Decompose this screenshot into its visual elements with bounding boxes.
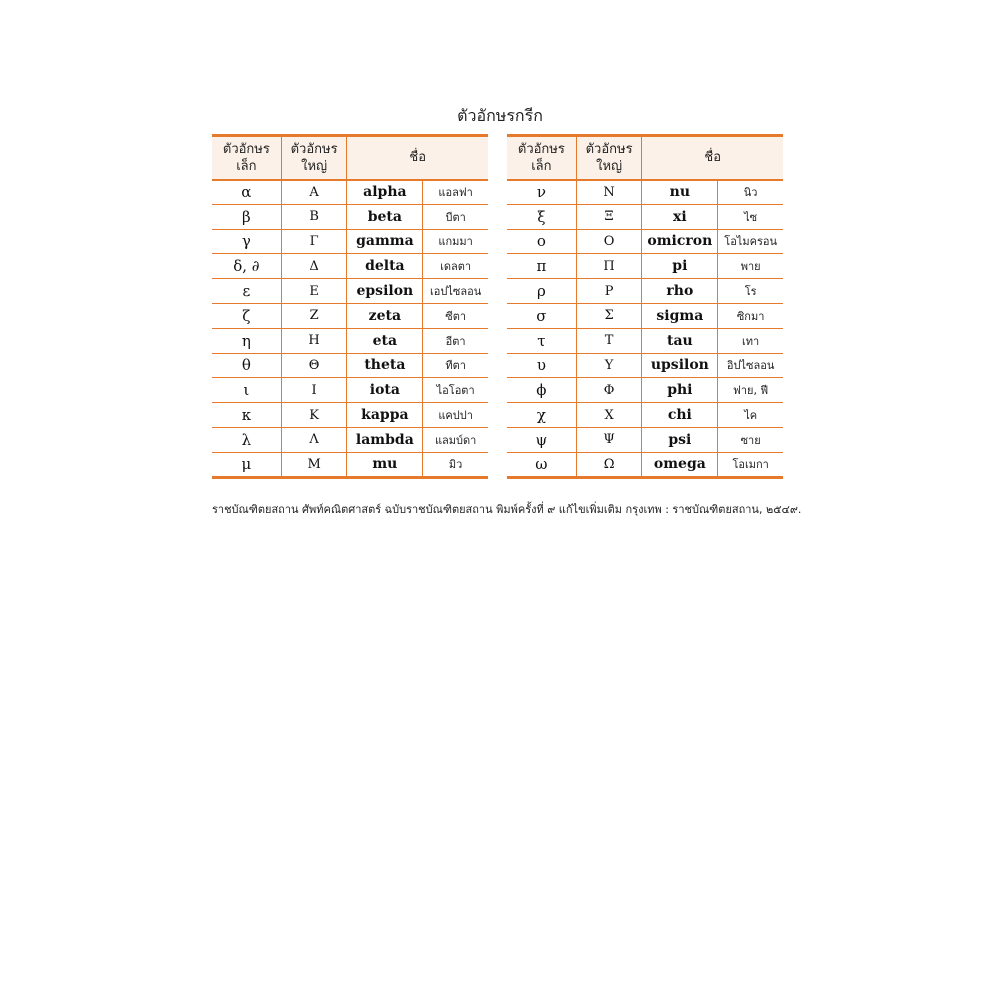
english-name-cell: theta [347,353,423,378]
english-name-cell: xi [642,204,718,229]
thai-name-cell: ไซ [718,204,783,229]
thai-name-cell: เอปไซลอน [423,279,488,304]
table-row [212,279,488,304]
english-name-cell: nu [642,180,718,205]
capital-letter-cell: Ξ [576,204,642,229]
table-row [507,229,783,254]
table-row [212,229,488,254]
english-name-cell: tau [642,328,718,353]
table-row [507,427,783,452]
small-letter-cell: γ [212,229,281,254]
small-letter-cell: χ [507,403,576,428]
capital-letter-cell: Χ [576,403,642,428]
table-row [212,254,488,279]
thai-name-cell: ไค [718,403,783,428]
table-row [507,279,783,304]
english-name-cell: upsilon [642,353,718,378]
thai-name-cell: ไอโอตา [423,378,488,403]
thai-name-cell: โร [718,279,783,304]
capital-letter-cell: Κ [281,403,347,428]
english-name-cell: mu [347,452,423,477]
small-letter-cell: ν [507,180,576,205]
english-name-cell: lambda [347,427,423,452]
small-letter-cell: ι [212,378,281,403]
thai-name-cell: แกมมา [423,229,488,254]
capital-letter-cell: Θ [281,353,347,378]
small-letter-cell: σ [507,303,576,328]
small-letter-cell: ζ [212,303,281,328]
capital-letter-cell: Ρ [576,279,642,304]
small-letter-cell: ψ [507,427,576,452]
english-name-cell: chi [642,403,718,428]
capital-letter-cell: Α [281,180,347,205]
header-name: ชื่อ [347,136,488,180]
capital-letter-cell: Φ [576,378,642,403]
source-citation: ราชบัณฑิตยสถาน ศัพท์คณิตศาสตร์ ฉบับราชบัณฑิตยสถาน พิมพ์ครั้งที่ ๙ แก้ไขเพิ่มเติม กรุงเทพ : ราชบัณฑิตยสถาน, ๒๕๔๙. [212,503,802,516]
thai-name-cell: อิปไซลอน [718,353,783,378]
english-name-cell: rho [642,279,718,304]
english-name-cell: gamma [347,229,423,254]
small-letter-cell: ϕ [507,378,576,403]
header-small-letter [507,136,576,180]
small-letter-cell: λ [212,427,281,452]
thai-name-cell: ซีตา [423,303,488,328]
header-capital-line2: ใหญ่ [596,158,623,174]
thai-name-cell: ทีตา [423,353,488,378]
capital-letter-cell: Ψ [576,427,642,452]
small-letter-cell: κ [212,403,281,428]
english-name-cell: eta [347,328,423,353]
english-name-cell: sigma [642,303,718,328]
capital-letter-cell: Τ [576,328,642,353]
english-name-cell: epsilon [347,279,423,304]
thai-name-cell: พาย [718,254,783,279]
thai-name-cell: เดลตา [423,254,488,279]
capital-letter-cell: Λ [281,427,347,452]
page-title: ตัวอักษรกรีก [457,106,543,125]
capital-letter-cell: Π [576,254,642,279]
small-letter-cell: τ [507,328,576,353]
english-name-cell: psi [642,427,718,452]
thai-name-cell: ซิกมา [718,303,783,328]
thai-name-cell: ซาย [718,427,783,452]
english-name-cell: iota [347,378,423,403]
small-letter-cell: ξ [507,204,576,229]
capital-letter-cell: Ε [281,279,347,304]
table-row [212,427,488,452]
table-row [507,353,783,378]
header-capital-line1: ตัวอักษร [585,141,633,157]
thai-name-cell: ฟาย, ฟี [718,378,783,403]
table-row [507,328,783,353]
english-name-cell: pi [642,254,718,279]
thai-name-cell: โอเมกา [718,452,783,477]
table-row [507,303,783,328]
table-row [212,403,488,428]
right-table-body [507,180,783,478]
small-letter-cell: ρ [507,279,576,304]
capital-letter-cell: Ω [576,452,642,477]
capital-letter-cell: Μ [281,452,347,477]
small-letter-cell: η [212,328,281,353]
table-header-row [507,136,783,180]
thai-name-cell: แคปปา [423,403,488,428]
header-capital-line2: ใหญ่ [301,158,328,174]
header-small-line2: เล็ก [531,158,552,174]
capital-letter-cell: Σ [576,303,642,328]
english-name-cell: omicron [642,229,718,254]
left-table-body [212,180,488,478]
table-row [212,180,488,205]
english-name-cell: phi [642,378,718,403]
header-small-line2: เล็ก [236,158,257,174]
capital-letter-cell: Ο [576,229,642,254]
table-row [507,204,783,229]
thai-name-cell: บีตา [423,204,488,229]
table-row [212,353,488,378]
english-name-cell: alpha [347,180,423,205]
small-letter-cell: δ, ∂ [212,254,281,279]
table-row [507,180,783,205]
english-name-cell: omega [642,452,718,477]
small-letter-cell: β [212,204,281,229]
small-letter-cell: ο [507,229,576,254]
capital-letter-cell: Β [281,204,347,229]
table-row [212,328,488,353]
header-capital-letter [281,136,347,180]
table-header-row [212,136,488,180]
table-row [212,204,488,229]
thai-name-cell: นิว [718,180,783,205]
small-letter-cell: ε [212,279,281,304]
greek-alphabet-table-left [212,134,488,479]
small-letter-cell: π [507,254,576,279]
english-name-cell: kappa [347,403,423,428]
table-row [507,378,783,403]
capital-letter-cell: Δ [281,254,347,279]
header-small-line1: ตัวอักษร [517,141,565,157]
header-capital-line1: ตัวอักษร [290,141,338,157]
thai-name-cell: มิว [423,452,488,477]
capital-letter-cell: Γ [281,229,347,254]
table-row [507,403,783,428]
table-row [507,254,783,279]
greek-alphabet-table-right [507,134,783,479]
thai-name-cell: แอลฟา [423,180,488,205]
header-small-letter [212,136,281,180]
small-letter-cell: α [212,180,281,205]
table-row [212,378,488,403]
thai-name-cell: อีตา [423,328,488,353]
english-name-cell: beta [347,204,423,229]
header-name: ชื่อ [642,136,783,180]
capital-letter-cell: Ι [281,378,347,403]
english-name-cell: delta [347,254,423,279]
thai-name-cell: โอไมครอน [718,229,783,254]
small-letter-cell: θ [212,353,281,378]
english-name-cell: zeta [347,303,423,328]
small-letter-cell: ω [535,455,548,474]
small-letter-cell: μ [241,455,252,474]
capital-letter-cell: Η [281,328,347,353]
thai-name-cell: แลมบ์ดา [423,427,488,452]
capital-letter-cell: Ν [576,180,642,205]
header-small-line1: ตัวอักษร [222,141,270,157]
table-row [212,452,488,477]
thai-name-cell: เทา [718,328,783,353]
table-row [507,452,783,477]
header-capital-letter [576,136,642,180]
table-row [212,303,488,328]
small-letter-cell: υ [507,353,576,378]
capital-letter-cell: Υ [576,353,642,378]
capital-letter-cell: Ζ [281,303,347,328]
